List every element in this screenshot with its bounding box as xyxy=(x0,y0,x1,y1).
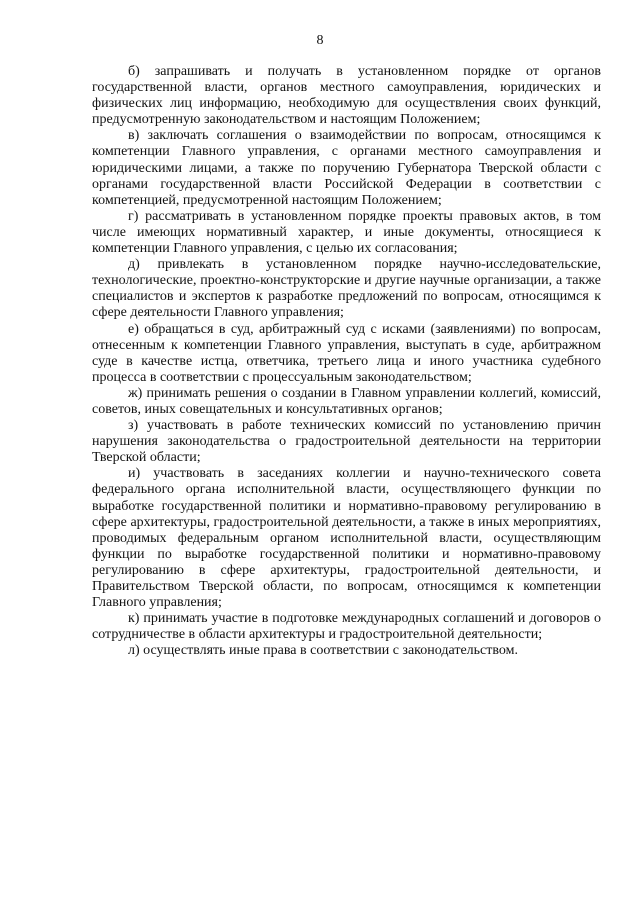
paragraph-e: е) обращаться в суд, арбитражный суд с исками (заявлениями) по вопросам, отнесенным к компетенции Главного управления, выступать в суде, арбитражном суде в качестве истца, ответчика, третьего лица и иного участника судебного процесса в соответствии с процессуальным законодательством; xyxy=(92,321,601,385)
paragraph-v: в) заключать соглашения о взаимодействии по вопросам, относящимся к компетенции Главного управления, с органами местного самоуправления и юридическими лицами, а также по поручению Губернатора Тверской области с органами государственной власти Российской Федерации в соответствии с компетенцией, предусмотренной настоящим Положением; xyxy=(92,128,601,208)
paragraph-k: к) принимать участие в подготовке международных соглашений и договоров о сотрудничестве в области архитектуры и градостроительной деятельности; xyxy=(92,611,601,643)
paragraph-z: з) участвовать в работе технических комиссий по установлению причин нарушения законодательства о градостроительной деятельности на территории Тверской области; xyxy=(92,418,601,466)
paragraph-i: и) участвовать в заседаниях коллегии и научно-технического совета федерального органа исполнительной власти, осуществляющего функции по выработке государственной политики и нормативно-правовому регулированию в сфере архитектуры, градостроительной деятельности, а также в иных мероприятиях, проводимых федеральным органом исполнительной власти, осуществляющим функции по выработке государственной политики и нормативно-правовому регулированию в сфере архитектуры, градостроительной деятельности, и Правительством Тверской области, по вопросам, относящимся к компетенции Главного управления; xyxy=(92,466,601,611)
paragraph-g: г) рассматривать в установленном порядке проекты правовых актов, в том числе имеющих нормативный характер, и иные документы, относящиеся к компетенции Главного управления, с целью их согласования; xyxy=(92,208,601,257)
paragraph-b: б) запрашивать и получать в установленном порядке от органов государственной власти, органов местного самоуправления, юридических и физических лиц информацию, необходимую для осуществления своих функций, предусмотренную законодательством и настоящим Положением; xyxy=(92,64,601,128)
document-body xyxy=(92,64,601,659)
paragraph-zh: ж) принимать решения о создании в Главном управлении коллегий, комиссий, советов, иных совещательных и консультативных органов; xyxy=(92,385,601,417)
page-number: 8 xyxy=(316,33,324,48)
paragraph-l: л) осуществлять иные права в соответствии с законодательством. xyxy=(128,643,518,659)
paragraph-d: д) привлекать в установленном порядке научно-исследовательские, технологические, проектно-конструкторские и другие научные организации, а также специалистов и экспертов к разработке предложений по вопросам, относящимся к сфере деятельности Главного управления; xyxy=(92,257,601,321)
